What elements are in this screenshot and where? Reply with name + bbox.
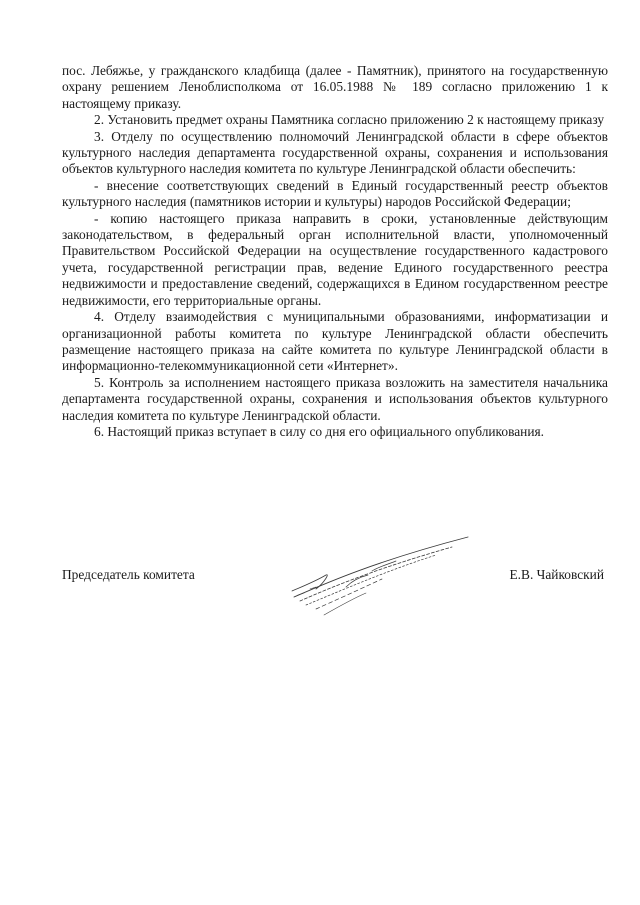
- paragraph-item-3: 3. Отделу по осуществлению полномочий Ленинградской области в сфере объектов культурного наследия департамента государственной охраны, сохранения и использования объектов культурного наследия комитета по культуре Ленинградской области обеспечить:: [62, 128, 608, 177]
- document-body: [62, 63, 608, 440]
- handwritten-signature: [286, 531, 476, 621]
- signatory-name: Е.В. Чайковский: [509, 567, 604, 582]
- paragraph-monument-location: пос. Лебяжье, у гражданского кладбища (далее - Памятник), принятого на государственную охрану решением Леноблисполкома от 16.05.1988 № 189 согласно приложению 1 к настоящему приказу.: [62, 63, 608, 111]
- paragraph-item-3-sub-1: - внесение соответствующих сведений в Единый государственный реестр объектов культурного наследия (памятников истории и культуры) народов Российской Федерации;: [62, 177, 608, 210]
- paragraph-item-4: 4. Отделу взаимодействия с муниципальными образованиями, информатизации и организационной работы комитета по культуре Ленинградской области обеспечить размещение настоящего приказа на сайте комитета по культуре Ленинградской области в информационно-телекоммуникационной сети «Интернет».: [62, 309, 608, 374]
- signatory-title: Председатель комитета: [62, 567, 195, 582]
- paragraph-item-3-sub-2: - копию настоящего приказа направить в сроки, установленные действующим законодательством, в федеральный орган исполнительной власти, уполномоченный Правительством Российской Федерации на осуществление государственного кадастрового учета, государственной регистрации прав, ведение Единого государственного реестра недвижимости и предоставление сведений, содержащихся в Едином государственном реестре недвижимости, его территориальные органы.: [62, 210, 608, 308]
- paragraph-item-6: 6. Настоящий приказ вступает в силу со дня его официального опубликования.: [94, 423, 544, 439]
- paragraph-item-5: 5. Контроль за исполнением настоящего приказа возложить на заместителя начальника департамента государственной охраны, сохранения и использования объектов культурного наследия комитета по культуре Ленинградской области.: [62, 374, 608, 423]
- signature-block: [62, 567, 608, 647]
- paragraph-item-2: 2. Установить предмет охраны Памятника согласно приложению 2 к настоящему приказу: [94, 112, 605, 128]
